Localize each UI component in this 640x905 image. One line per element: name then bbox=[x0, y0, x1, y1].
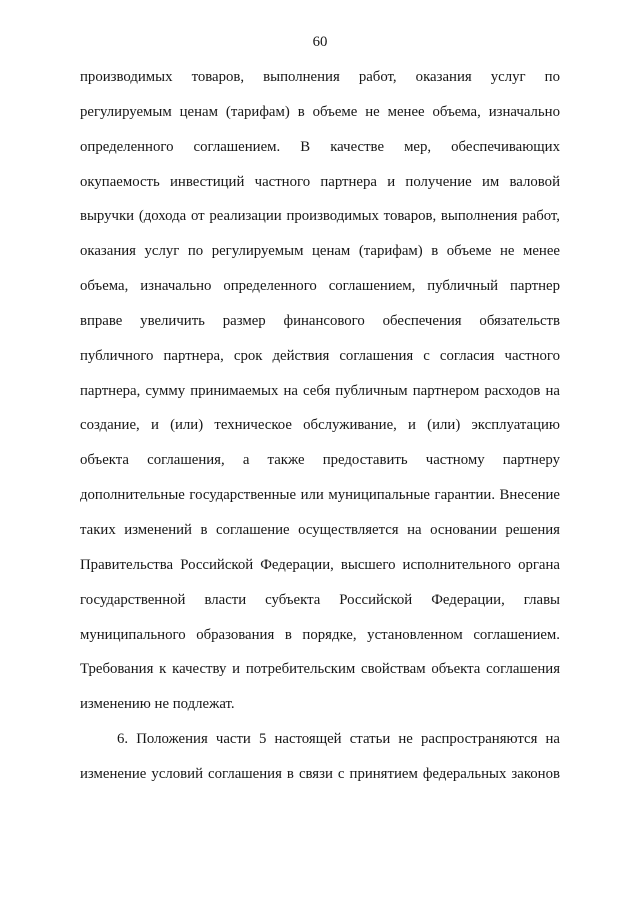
paragraph-continued bbox=[80, 60, 560, 722]
text-line: производимых товаров, выполнения работ, оказания услуг по bbox=[80, 69, 560, 85]
text-line: объекта соглашения, а также предоставить частному партнеру bbox=[80, 452, 560, 469]
text-line: оказания услуг по регулируемым ценам (тарифам) в объеме не менее bbox=[80, 243, 560, 260]
text-line: партнера, сумму принимаемых на себя публичным партнером расходов на bbox=[80, 382, 560, 399]
text-line: создание, и (или) техническое обслуживание, и (или) эксплуатацию bbox=[80, 417, 560, 434]
text-line: 6. Положения части 5 настоящей статьи не распространяются на bbox=[117, 731, 560, 748]
text-line: Правительства Российской Федерации, высшего исполнительного органа bbox=[80, 556, 560, 573]
paragraph-6 bbox=[80, 722, 560, 792]
text-line: объема, изначально определенного соглашением, публичный партнер bbox=[80, 278, 560, 295]
text-line: государственной власти субъекта Российской Федерации, главы bbox=[80, 591, 560, 608]
text-line: изменение условий соглашения в связи с принятием федеральных законов bbox=[80, 765, 560, 782]
text-line: изменению не подлежат. bbox=[80, 696, 235, 713]
body-text bbox=[80, 60, 560, 792]
text-line: муниципального образования в порядке, установленном соглашением. bbox=[80, 626, 560, 643]
text-line: дополнительные государственные или муниципальные гарантии. Внесение bbox=[80, 487, 560, 504]
text-line: определенного соглашением. В качестве мер, обеспечивающих bbox=[80, 138, 560, 155]
text-line: вправе увеличить размер финансового обеспечения обязательств bbox=[80, 312, 560, 329]
text-line: окупаемость инвестиций частного партнера и получение им валовой bbox=[80, 173, 560, 190]
text-line: регулируемым ценам (тарифам) в объеме не менее объема, изначально bbox=[80, 103, 560, 120]
text-line: таких изменений в соглашение осуществляется на основании решения bbox=[80, 521, 560, 538]
text-line: Требования к качеству и потребительским свойствам объекта соглашения bbox=[80, 661, 560, 678]
page-number: 60 bbox=[312, 34, 328, 50]
text-line: выручки (дохода от реализации производимых товаров, выполнения работ, bbox=[80, 208, 560, 225]
text-line: публичного партнера, срок действия соглашения с согласия частного bbox=[80, 347, 560, 364]
